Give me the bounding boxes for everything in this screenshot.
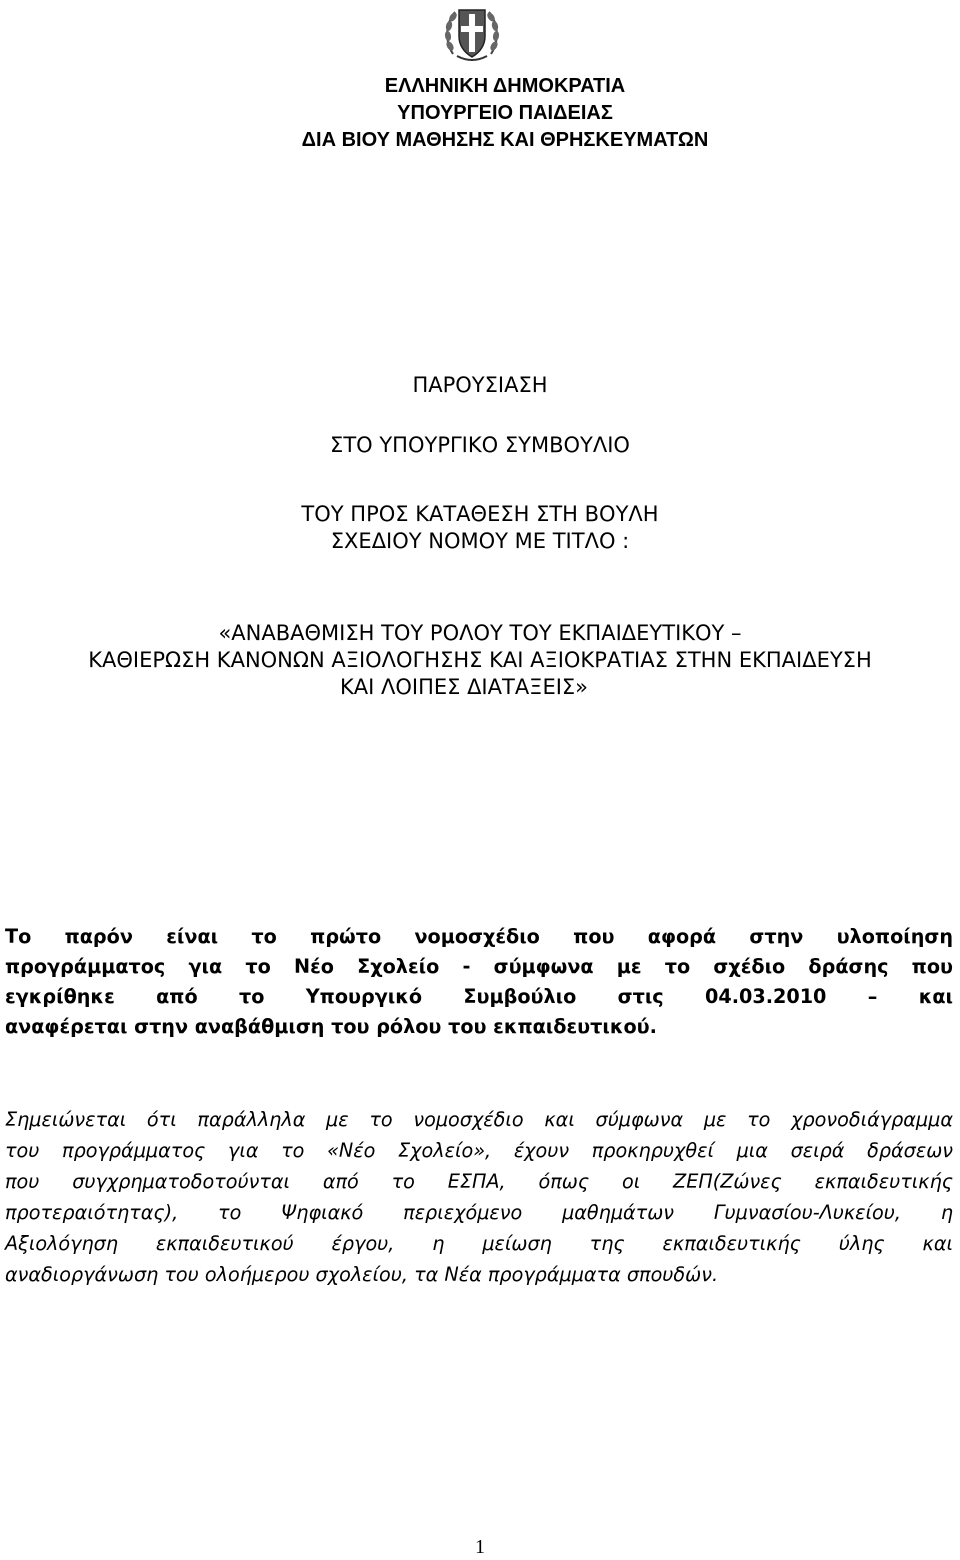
note-line-5: Αξιολόγηση εκπαιδευτικού έργου, η μείωση της εκπαιδευτικής ύλης και [5,1232,953,1255]
presentation-label: ΠΑΡΟΥΣΙΑΣΗ [412,373,548,397]
intro-line-2: προγράμματος για το Νέο Σχολείο - σύμφωνα με το σχέδιο δράσης που [5,955,953,978]
submission-heading [0,501,960,555]
cabinet-heading [0,432,960,459]
header-line-ministry-scope: ΔΙΑ ΒΙΟΥ ΜΑΘΗΣΗΣ ΚΑΙ ΘΡΗΣΚΕΥΜΑΤΩΝ [301,129,709,151]
presentation-heading [0,372,960,399]
note-line-6: αναδιοργάνωση του ολοήμερου σχολείου, τα Νέα προγράμματα σπουδών. [5,1263,719,1286]
header-line-ministry: ΥΠΟΥΡΓΕΙΟ ΠΑΙΔΕΙΑΣ [397,102,613,124]
ministry-header [0,73,960,154]
cabinet-label: ΣΤΟ ΥΠΟΥΡΓΙΚΟ ΣΥΜΒΟΥΛΙΟ [330,433,630,457]
submission-line-2: ΣΧΕΔΙΟΥ ΝΟΜΟΥ ΜΕ ΤΙΤΛΟ : [330,529,630,553]
intro-line-1: Το παρόν είναι το πρώτο νομοσχέδιο που αφορά στην υλοποίηση [5,925,953,948]
note-paragraph [5,1104,953,1290]
intro-line-3: εγκρίθηκε από το Υπουργικό Συμβούλιο στις 04.03.2010 – και [5,985,953,1008]
page-number: 1 [475,1536,485,1558]
note-line-1: Σημειώνεται ότι παράλληλα με το νομοσχέδιο και σύμφωνα με το χρονοδιάγραμμα [5,1108,953,1131]
intro-line-4: αναφέρεται στην αναβάθμιση του ρόλου του εκπαιδευτικού. [5,1015,657,1038]
note-line-2: του προγράμματος για το «Νέο Σχολείο», έχουν προκηρυχθεί μια σειρά δράσεων [5,1139,953,1162]
note-line-3: που συγχρηματοδοτούνται από το ΕΣΠΑ, όπως οι ΖΕΠ(Ζώνες εκπαιδευτικής [5,1170,953,1193]
law-title [0,620,960,701]
note-line-4: προτεραιότητας), το Ψηφιακό περιεχόμενο μαθημάτων Γυμνασίου-Λυκείου, η [5,1201,953,1224]
intro-paragraph [5,922,953,1042]
greek-coat-of-arms-icon [443,2,501,64]
header-line-republic: ΕΛΛΗΝΙΚΗ ΔΗΜΟΚΡΑΤΙΑ [384,75,626,97]
law-title-line-2: ΚΑΘΙΕΡΩΣΗ ΚΑΝΟΝΩΝ ΑΞΙΟΛΟΓΗΣΗΣ ΚΑΙ ΑΞΙΟΚΡΑΤΙΑΣ ΣΤΗΝ ΕΚΠΑΙΔΕΥΣΗ [88,648,872,672]
law-title-line-1: «ΑΝΑΒΑΘΜΙΣΗ ΤΟΥ ΡΟΛΟΥ ΤΟΥ ΕΚΠΑΙΔΕΥΤΙΚΟΥ – [218,621,742,645]
submission-line-1: ΤΟΥ ΠΡΟΣ ΚΑΤΑΘΕΣΗ ΣΤΗ ΒΟΥΛΗ [301,502,659,526]
law-title-line-3: ΚΑΙ ΛΟΙΠΕΣ ΔΙΑΤΑΞΕΙΣ» [339,675,589,699]
